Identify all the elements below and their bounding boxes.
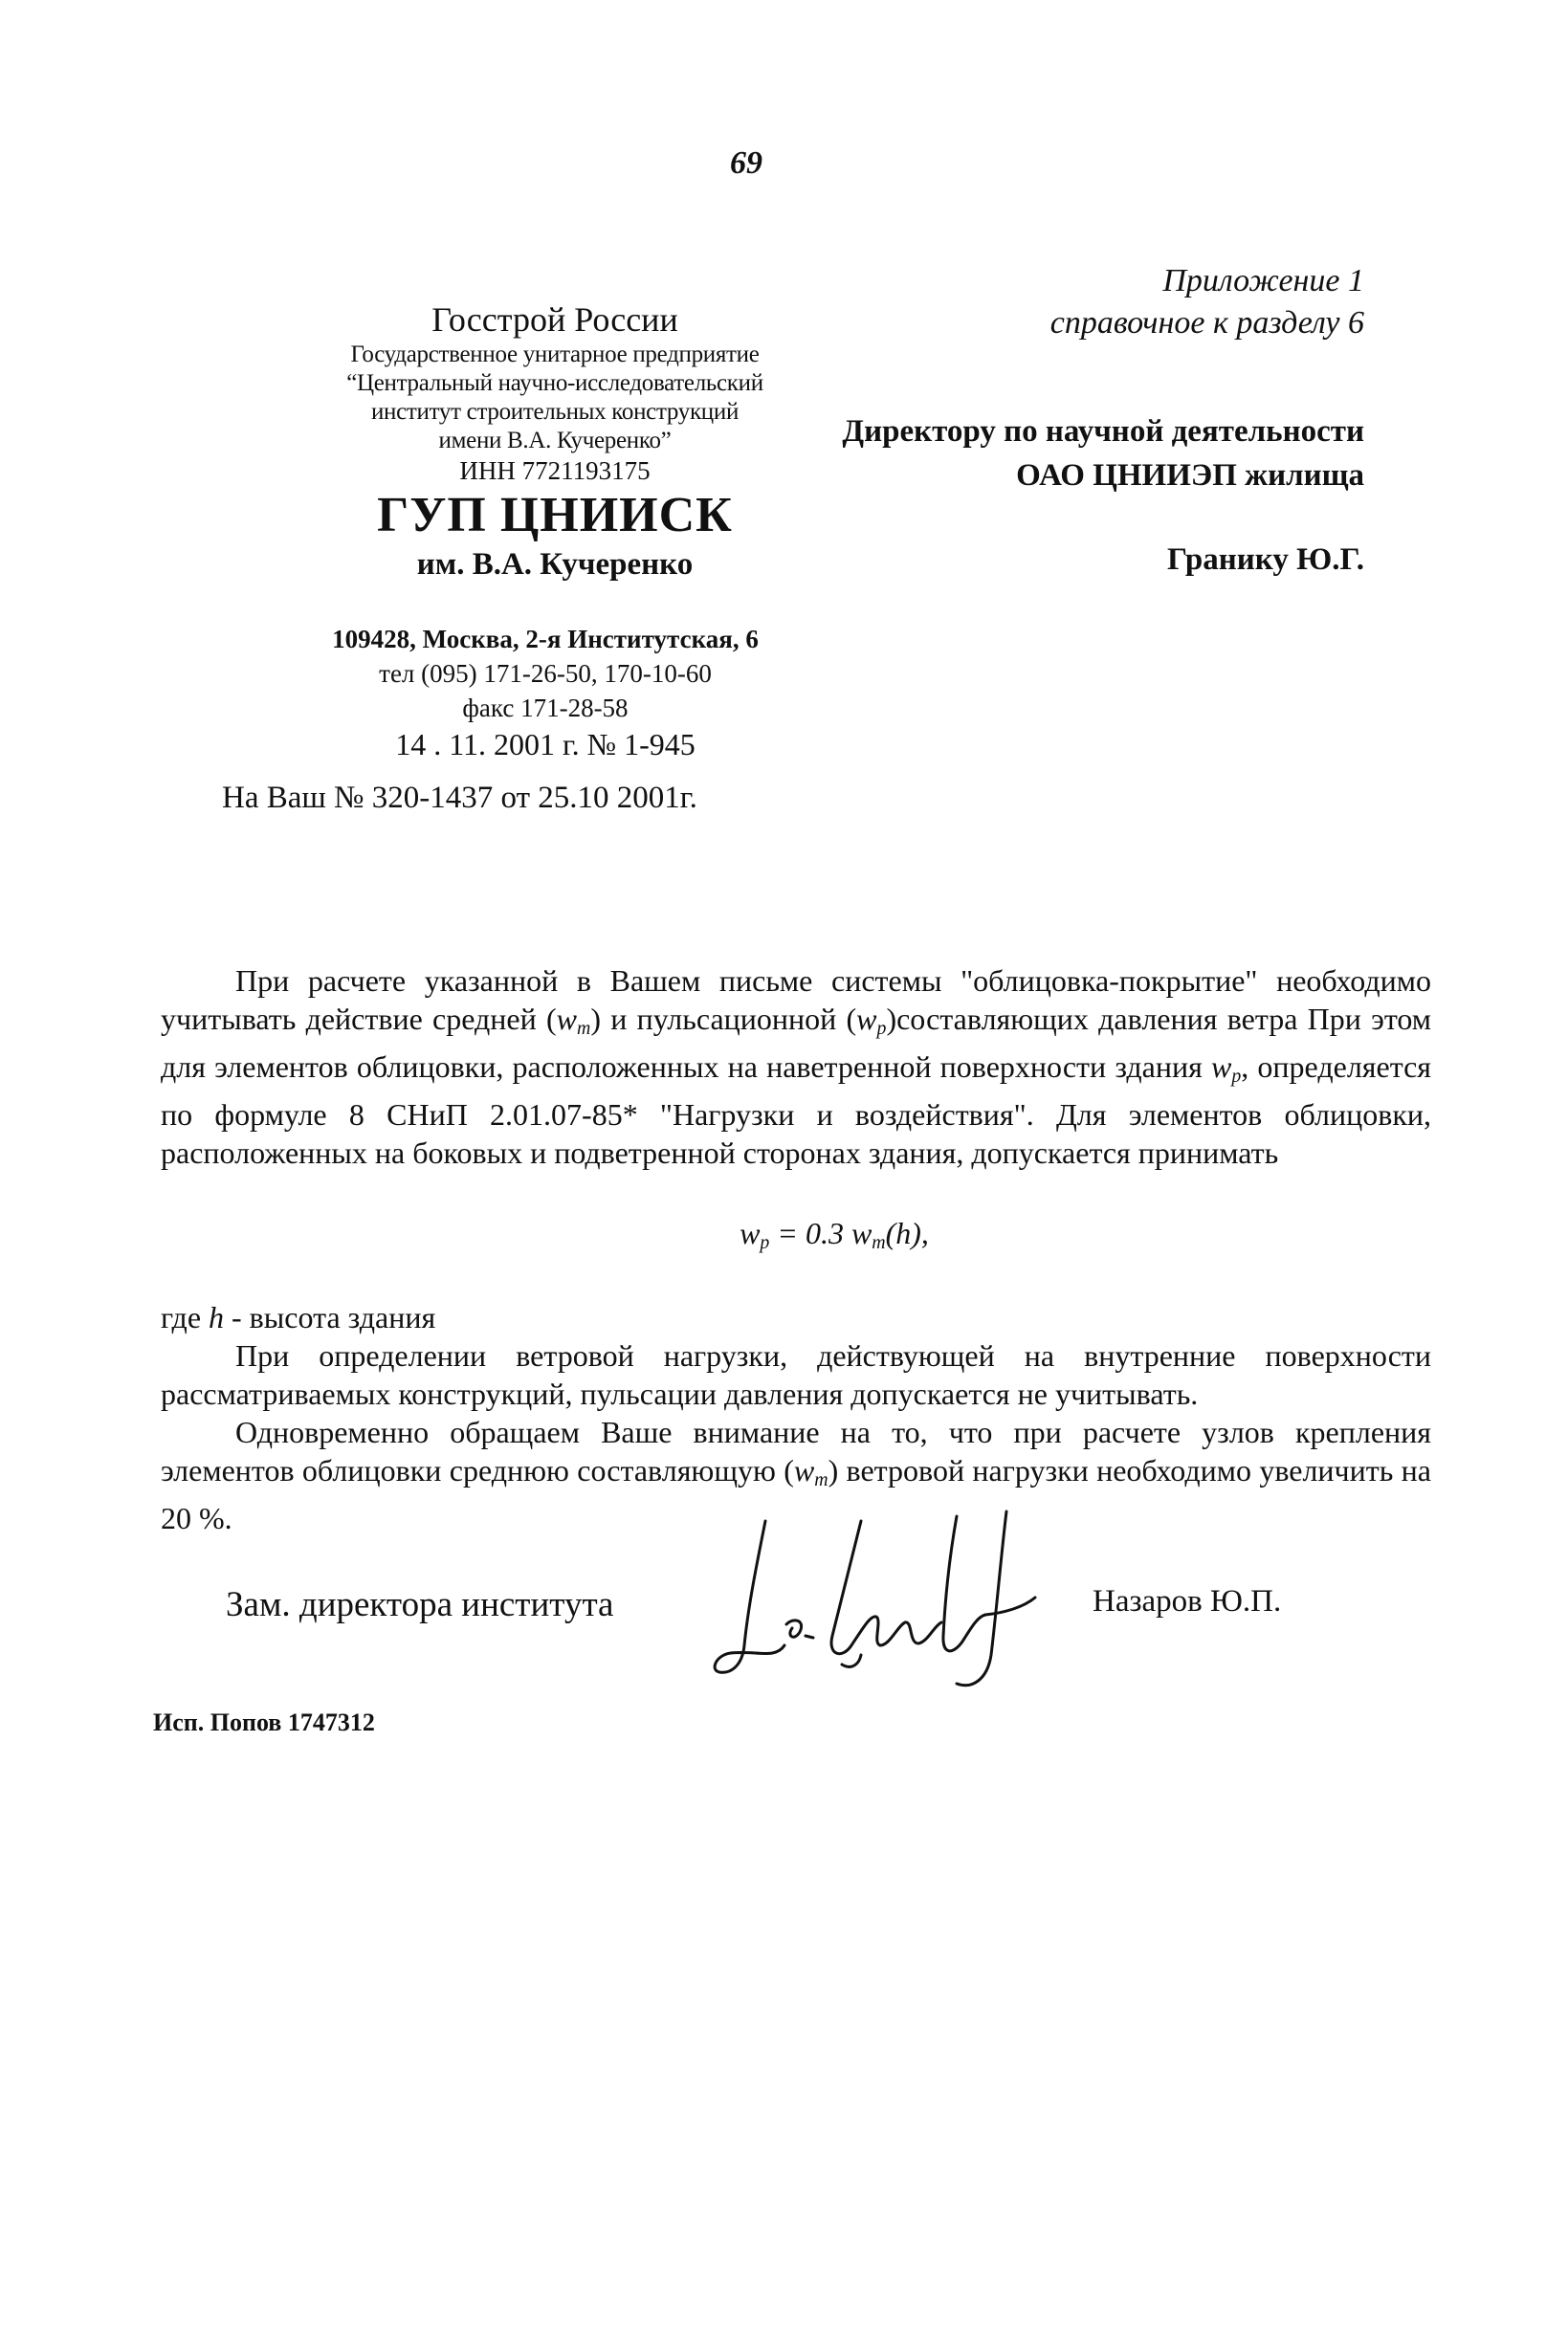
org-line-4: имени В.А. Кучеренко”: [438, 428, 672, 453]
addressee-block: [746, 409, 1364, 582]
org-line-3: институт строительных конструкций: [370, 399, 740, 425]
inn: ИНН 7721193175: [459, 456, 651, 485]
addressee-org: ОАО ЦНИИЭП жилища: [1016, 458, 1364, 493]
paragraph-2: При определении ветровой нагрузки, действующей на внутренние поверхности рассматриваемых конструкций, пульсации давления допускается не учитывать.: [161, 1337, 1431, 1411]
executor-note: Исп. Попов 1747312: [153, 1709, 375, 1736]
formula: $w_p = 0.3$ $w_m(h)$,: [740, 1215, 929, 1253]
where-clause: где h - высота здания: [161, 1299, 436, 1334]
reference-line: На Ваш № 320-1437 от 25.10 2001г.: [222, 781, 697, 815]
annex-note: [938, 260, 1364, 344]
ministry-name: Госстрой России: [431, 300, 678, 339]
letter-body: [161, 961, 1431, 1537]
phone: тел (095) 171-26-50, 170-10-60: [379, 659, 712, 688]
annex-subtitle: справочное к разделу 6: [1049, 305, 1364, 341]
address: 109428, Москва, 2-я Институтская, 6: [332, 625, 759, 653]
paragraph-3: Одновременно обращаем Ваше внимание на то, что при расчете узлов крепления элементов облицовки среднюю составляющую $(w_m)$ ветровой нагрузки необходимо увеличить на 20 %.: [161, 1414, 1432, 1535]
addressee-title: Директору по научной деятельности: [842, 414, 1364, 449]
letter-date-number: 14 . 11. 2001 г. № 1-945: [395, 727, 696, 761]
addressee-name: Гранику Ю.Г.: [1166, 542, 1364, 577]
paragraph-1: При расчете указанной в Вашем письме системы "облицовка-покрытие" необходимо учитывать действие средней $(w_m)$ и пульсационной $(w_p)составляющих$ давления ветра При этом для элементов облицовки, расположенных на наветренной поверхности здания $w_p$, определяется по формуле 8 СНиП 2.01.07-85* "Нагрузки и воздействия". Для элементов облицовки, расположенных на боковых и подветренной сторонах здания, допускается принимать: [161, 963, 1432, 1170]
signatory-name: Назаров Ю.П.: [1093, 1584, 1282, 1619]
org-named-after: им. В.А. Кучеренко: [416, 547, 694, 582]
fax: факс 171-28-58: [462, 694, 629, 722]
handwritten-signature: [698, 1502, 1119, 1693]
org-line-1: Государственное унитарное предприятие: [350, 342, 760, 367]
letterhead: [316, 298, 794, 584]
org-short-name: ГУП ЦНИИСК: [377, 488, 733, 542]
signatory-position: Зам. директора института: [226, 1585, 614, 1624]
address-block: [306, 622, 784, 763]
page-number: 69: [730, 145, 762, 181]
annex-title: Приложение 1: [1162, 263, 1364, 298]
org-line-2: “Центральный научно-исследовательский: [346, 370, 763, 396]
